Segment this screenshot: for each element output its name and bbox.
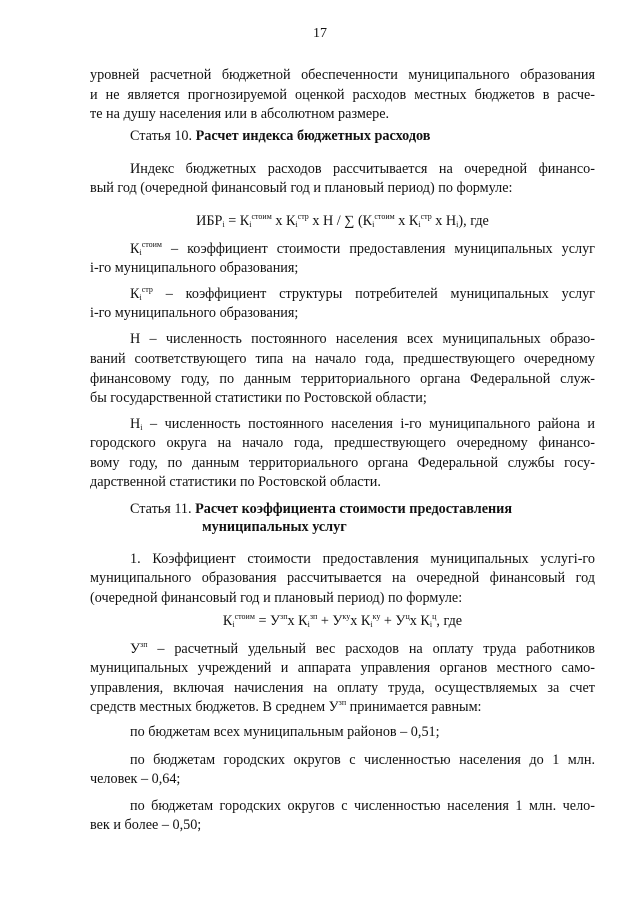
article-10-para-line-1: Индекс бюджетных расходов рассчитывается на очередной финансо- [130,161,595,177]
definition-n-line-4: бы государственной статистики по Ростовской области; [90,390,427,406]
definition-ni-line-2: городского округа на начало года, предшествующего очередному финансо- [90,435,595,451]
article-11-title-line-1: Расчет коэффициента стоимости предоставления [195,501,513,517]
article-10-heading [90,127,595,145]
list-item-cities-over-1m-line-2: век и более – 0,50; [90,817,202,833]
definition-k-str-line-1: $К_i^{стр}$ – коэффициент структуры потребителей муниципальных услуг [130,285,595,302]
definition-u-zp-line-1: $У^{зп}$ – расчетный удельный вес расходов на оплату труда работников [130,640,595,657]
list-item-districts: по бюджетам всех муниципальным районов – 0,51; [130,724,440,740]
definition-ni-line-4: дарственной статистики по Ростовской области. [90,474,381,490]
intro-line-1: уровней расчетной бюджетной обеспеченности муниципального образования [90,67,595,83]
intro-line-3: те на душу населения или в абсолютном размере. [90,106,390,122]
definition-ni-line-1: $Н_i$ – численность постоянного населения i-го муниципального района и [130,416,595,432]
list-item-cities-under-1m-line-1: по бюджетам городских округов с численностью населения до 1 млн. [130,752,595,768]
definition-n-line-2: ваний соответствующего типа на начало года, предшествующего очередному [90,351,595,367]
page-number: 17 [313,26,327,41]
intro-line-2: и не является прогнозируемой оценкой расходов местных бюджетов в расче- [90,87,595,103]
list-item-cities-under-1m-line-2: человек – 0,64; [90,771,181,787]
article-11-title-line-2: муниципальных услуг [202,519,347,535]
article-10-number: Статья 10. [130,128,193,144]
article-10-para-line-2: вый год (очередной финансовый год и плановый период) по формуле: [90,180,513,196]
formula-k-stoim: $К_i^{стоим} = У^{зп}х$ $К_i^{зп} + У^{ку}х$ $К_i^{ку} + У^цх$ $К_i^ц$, где [222,612,463,629]
article-11-heading [90,500,595,518]
definition-u-zp-line-2: муниципальных учреждений и аппарата управления органов местного само- [90,660,595,676]
definition-k-stoim-line-2: i-го муниципального образования; [90,260,299,276]
definition-ni-line-3: вому году, по данным территориального органа Федеральной службы госу- [90,455,595,471]
article-11-para-line-1: 1. Коэффициент стоимости предоставления муниципальных услугi-го [130,551,595,567]
article-11-number: Статья 11. [130,501,192,517]
article-10-title: Расчет индекса бюджетных расходов [195,128,431,144]
list-item-cities-over-1m-line-1: по бюджетам городских округов с численностью населения 1 млн. чело- [130,798,595,814]
definition-u-zp-line-3: управления, включая начисления на оплату труда, осуществляемых за счет [90,680,595,696]
formula-ibr: $ИБР_i = К_i^{стоим}$ х $К_i^{стр}$ х Н / ∑ ($К_i^{стоим}$ х $К_i^{стр}$ х $Н_i$), где [196,212,489,229]
definition-u-zp-line-4: средств местных бюджетов. В среднем $У^{зп}$ принимается равным: [90,698,482,715]
definition-n-line-1: Н – численность постоянного населения всех муниципальных образо- [130,331,595,347]
article-11-para-line-3: (очередной финансовый год и плановый период) по формуле: [90,590,463,606]
definition-k-str-line-2: i-го муниципального образования; [90,305,299,321]
definition-n-line-3: финансовому году, по данным территориального органа Федеральной служ- [90,371,595,387]
definition-k-stoim-line-1: $К_i^{стоим}$ – коэффициент стоимости предоставления муниципальных услуг [130,240,595,257]
article-11-para-line-2: муниципального образования рассчитывается на очередной финансовый год [90,570,595,586]
